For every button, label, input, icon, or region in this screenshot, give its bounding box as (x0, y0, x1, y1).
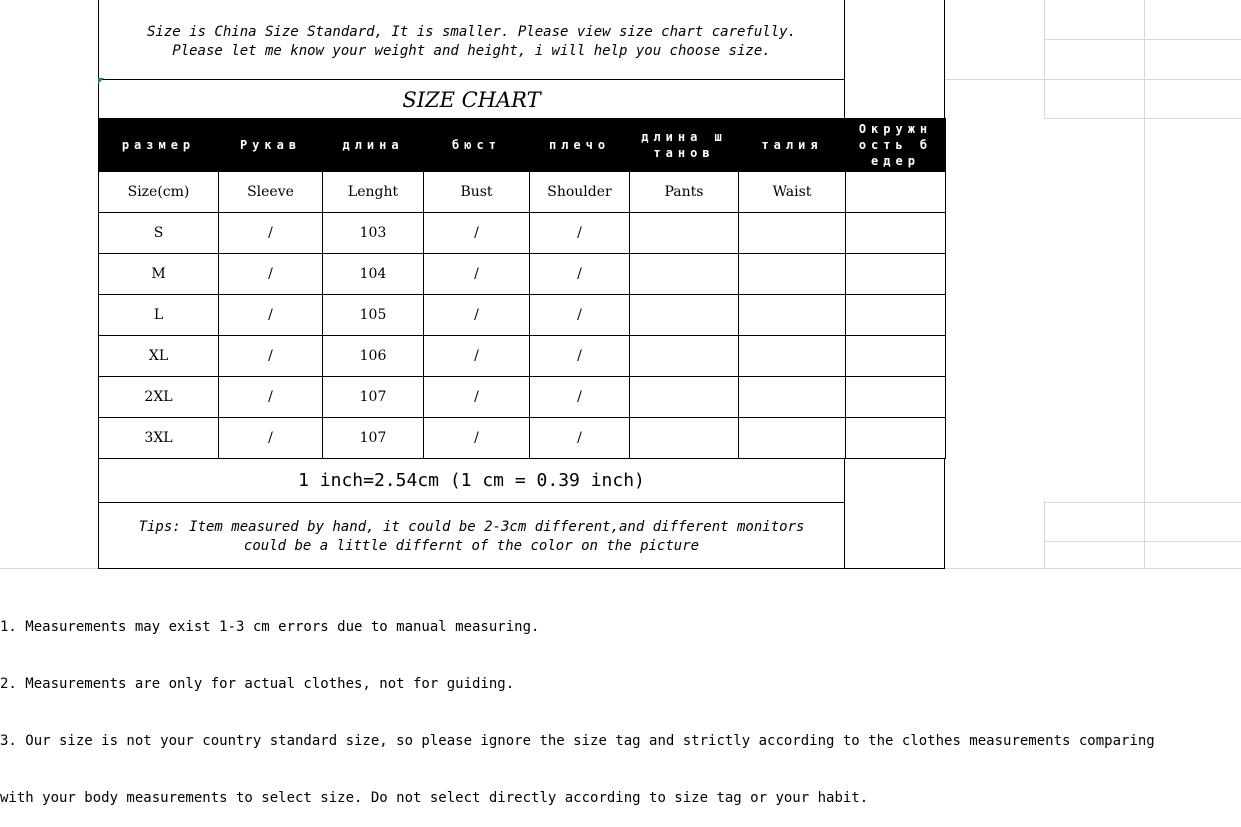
cell: 3XL (99, 418, 219, 459)
cell (846, 377, 946, 418)
cell (739, 254, 846, 295)
header-ru-length: длина (323, 119, 424, 172)
header-en-pants: Pants (630, 172, 739, 213)
table-row (99, 336, 946, 377)
top-note-line-1: Size is China Size Standard, It is smaller. Please view size chart carefully. (146, 24, 796, 40)
cell (630, 418, 739, 459)
cell: S (99, 213, 219, 254)
cell: 2XL (99, 377, 219, 418)
cell: / (424, 213, 530, 254)
header-row-english (99, 172, 946, 213)
tips-line-2: could be a little differnt of the color on the picture (243, 538, 700, 554)
header-ru-sleeve: Рукав (219, 119, 323, 172)
header-ru-bust: бюст (424, 119, 530, 172)
footer-line-3: 3. Our size is not your country standard size, so please ignore the size tag and strictly according to the clothes measurements comparing (0, 733, 1155, 749)
header-ru-shoulder: плечо (530, 119, 630, 172)
table-row (99, 254, 946, 295)
top-note-line-2: Please let me know your weight and height, i will help you choose size. (172, 43, 771, 59)
size-chart-table (98, 118, 946, 459)
cell: / (424, 377, 530, 418)
cell: / (424, 418, 530, 459)
cell: / (219, 336, 323, 377)
header-ru-hips: Окружн ость б едер (846, 119, 946, 172)
cell: / (424, 336, 530, 377)
cell: / (219, 254, 323, 295)
sheet-gridline (1044, 39, 1241, 40)
cell: 107 (323, 418, 424, 459)
cell: / (530, 254, 630, 295)
cell: / (219, 377, 323, 418)
cell (630, 295, 739, 336)
header-ru-waist: талия (739, 119, 846, 172)
cell: / (530, 418, 630, 459)
cell (630, 336, 739, 377)
table-row (99, 295, 946, 336)
cell: / (530, 213, 630, 254)
footer-line-2: 2. Measurements are only for actual clothes, not for guiding. (0, 676, 515, 692)
footer-line-4: with your body measurements to select size. Do not select directly according to size tag or your habit. (0, 790, 869, 806)
header-en-length: Lenght (323, 172, 424, 213)
cell: / (219, 418, 323, 459)
table-row (99, 213, 946, 254)
cell: L (99, 295, 219, 336)
sheet-gridline (1044, 541, 1241, 542)
cell (739, 418, 846, 459)
cell: 103 (323, 213, 424, 254)
cell (630, 213, 739, 254)
cell: / (424, 295, 530, 336)
cell: / (530, 377, 630, 418)
right-bottom-column (844, 458, 945, 569)
footer-line-1: 1. Measurements may exist 1-3 cm errors due to manual measuring. (0, 619, 540, 635)
size-chart-title: SIZE CHART (402, 88, 541, 112)
cell (846, 336, 946, 377)
cell (846, 295, 946, 336)
header-row-russian (99, 119, 946, 172)
header-ru-size: размер (99, 119, 219, 172)
header-en-bust: Bust (424, 172, 530, 213)
cell: XL (99, 336, 219, 377)
table-row (99, 418, 946, 459)
tips-line-1: Tips: Item measured by hand, it could be 2-3cm different,and different monitors (138, 519, 805, 535)
cell (630, 254, 739, 295)
header-en-hips (846, 172, 946, 213)
cell (739, 213, 846, 254)
cell: / (219, 295, 323, 336)
cell (739, 377, 846, 418)
cell: 104 (323, 254, 424, 295)
cell (739, 336, 846, 377)
cell: / (530, 295, 630, 336)
cell: M (99, 254, 219, 295)
sheet-gridline (1144, 0, 1145, 568)
header-en-shoulder: Shoulder (530, 172, 630, 213)
sheet-gridline (1044, 0, 1045, 118)
header-ru-pants: длина ш танов (630, 119, 739, 172)
cell (630, 377, 739, 418)
cell (739, 295, 846, 336)
right-side-column (844, 0, 945, 119)
sheet-gridline (1044, 118, 1241, 119)
cell (846, 254, 946, 295)
sheet-gridline (945, 79, 1241, 80)
cell (846, 418, 946, 459)
cell: 105 (323, 295, 424, 336)
header-en-waist: Waist (739, 172, 846, 213)
cell (846, 213, 946, 254)
cell: / (530, 336, 630, 377)
footer-notes (0, 580, 1241, 827)
header-en-size: Size(cm) (99, 172, 219, 213)
table-row (99, 377, 946, 418)
cell: / (219, 213, 323, 254)
header-en-sleeve: Sleeve (219, 172, 323, 213)
conversion-text: 1 inch=2.54cm (1 cm = 0.39 inch) (298, 470, 645, 491)
cell: 106 (323, 336, 424, 377)
sheet-gridline (1044, 500, 1045, 568)
cell: 107 (323, 377, 424, 418)
sheet-gridline (1044, 502, 1241, 503)
cell: / (424, 254, 530, 295)
cell-marker-icon (98, 78, 104, 84)
